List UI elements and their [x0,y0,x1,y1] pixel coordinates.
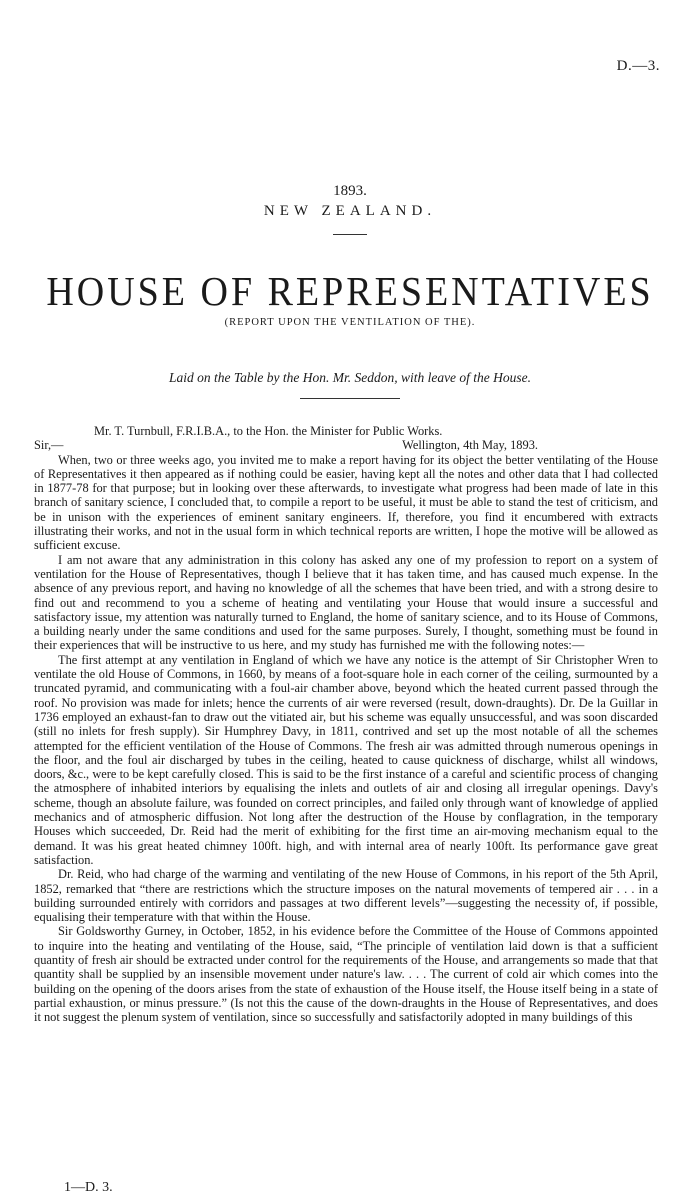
heading-rule [333,234,367,235]
letter-body [34,424,658,1024]
sheet-mark: 1—D. 3. [64,1180,113,1195]
dateline: Wellington, 4th May, 1893. [402,438,538,453]
paragraph: When, two or three weeks ago, you invited me to make a report having for its object the better ventilating of the House of Representatives it then appeared as if nothing could be easier, having kept all the notes and other data that I had collected in 1877-78 for that purpose; but in looking over these afterwards, to investigate what progress had been made of late in this branch of sanitary science, I concluded that, to compile a report to be useful, it must be able to stand the test of criticism, and be in unison with the experiences of eminent sanitary engineers. If, therefore, you find it encumbered with extracts illustrating their works, and not in the usual form in which technical reports are written, I hope the motive will be allowed as sufficient excuse. [34,452,658,553]
paragraph: The first attempt at any ventilation in England of which we have any notice is the attempt of Sir Christopher Wren to ventilate the old House of Commons, in 1660, by means of a foot-square hole in each corner of the ceiling, surmounted by a truncated pyramid, and communicating with a foul-air chamber above, beyond which the heated current passed through the roof. No provision was made for inlets; hence the currents of air were reversed (result, down-draughts). Dr. De la Guillar in 1736 employed an exhaust-fan to draw out the vitiated air, but his scheme was equally unsuccessful, and was soon discarded (still no inlets for fresh supply). Sir Humphrey Davy, in 1811, contrived and set up the most notable of all the schemes attempted for the efficient ventilation of the House of Commons. The fresh air was admitted through numerous openings in the floor, and the foul air discharged by tubes in the ceiling, heated to cause quickness of discharge, whilst all windows, doors, &c., were to be kept carefully closed. This is said to be the first instance of a careful and scientific process of changing the atmosphere of inhabited interiors by equalising the inlets and outlets of air and closing all irregular openings. Davy's scheme, though an absolute failure, was founded on correct principles, and failed only through want of knowledge of applied mechanics and of atmospheric diffusion. Not long after the destruction of the House by conflagration, in the temporary Houses which succeeded, Dr. Reid had the merit of exhibiting for the first time an air-moving mechanism equal to the demand. It was his great heated chimney 100ft. high, and with internal area of nearly 100ft. Its performance gave great satisfaction. [34,652,658,867]
section-divider [300,398,400,399]
year-heading: 1893. [333,183,367,199]
paragraph: Sir Goldsworthy Gurney, in October, 1852, in his evidence before the Committee of the House of Commons appointed to inquire into the heating and ventilating of the House, said, “The principle of ventilation laid down is that a sufficient quantity of fresh air should be extracted under control for the requirements of the House, and arrangements so made that that quantity shall be supplied by an insensible movement under nature's law. . . . The current of cold air which comes into the building on the opening of the doors arises from the state of exhaustion of the House itself, the House itself being in a state of partial exhaustion, or minus pressure.” (Is not this the cause of the down-draughts in the House of Representatives, and does it not suggest the plenum system of ventilation, since so successfully and satisfactorily adopted in many buildings of this [34,924,658,1025]
paragraph: Dr. Reid, who had charge of the warming and ventilating of the new House of Commons, in his report of the 5th April, 1852, remarked that “there are restrictions which the structure imposes on the natural movements of tempered air . . . in a building surrounded entirely with corridors and passages at two different levels”—suggesting the necessity of, if possible, equalising their temperature with that within the House. [34,867,658,925]
laid-on-table-note: Laid on the Table by the Hon. Mr. Seddon, with leave of the House. [168,370,532,385]
paragraph: I am not aware that any administration in this colony has asked any one of my profession to report on a system of ventilation for the House of Representatives, though I believe that it has taken time, and has caused much expense. In the absence of any previous report, and having no knowledge of all the schemes that have been tried, and with a strong desire to find out and recommend to you a scheme of heating and ventilating your House that would insure a successful and satisfactory issue, my attention was naturally turned to England, the home of sanitary science, and to its House of Commons, a building nearly under the same conditions and used for the same purposes. Surely, I thought, something must be found in their experiences that will be instructive to us here, and my study has furnished me with the following notes:— [34,552,658,653]
letter-address: Mr. T. Turnbull, F.R.I.B.A., to the Hon. the Minister for Public Works. [94,424,443,438]
document-subtitle: (REPORT UPON THE VENTILATION OF THE). [224,317,476,328]
salutation-line [34,438,658,452]
page-reference: D.—3. [616,58,660,74]
salutation: Sir,— [34,438,64,453]
document-title: HOUSE OF REPRESENTATIVES [46,269,654,315]
country-heading: NEW ZEALAND. [263,203,437,219]
